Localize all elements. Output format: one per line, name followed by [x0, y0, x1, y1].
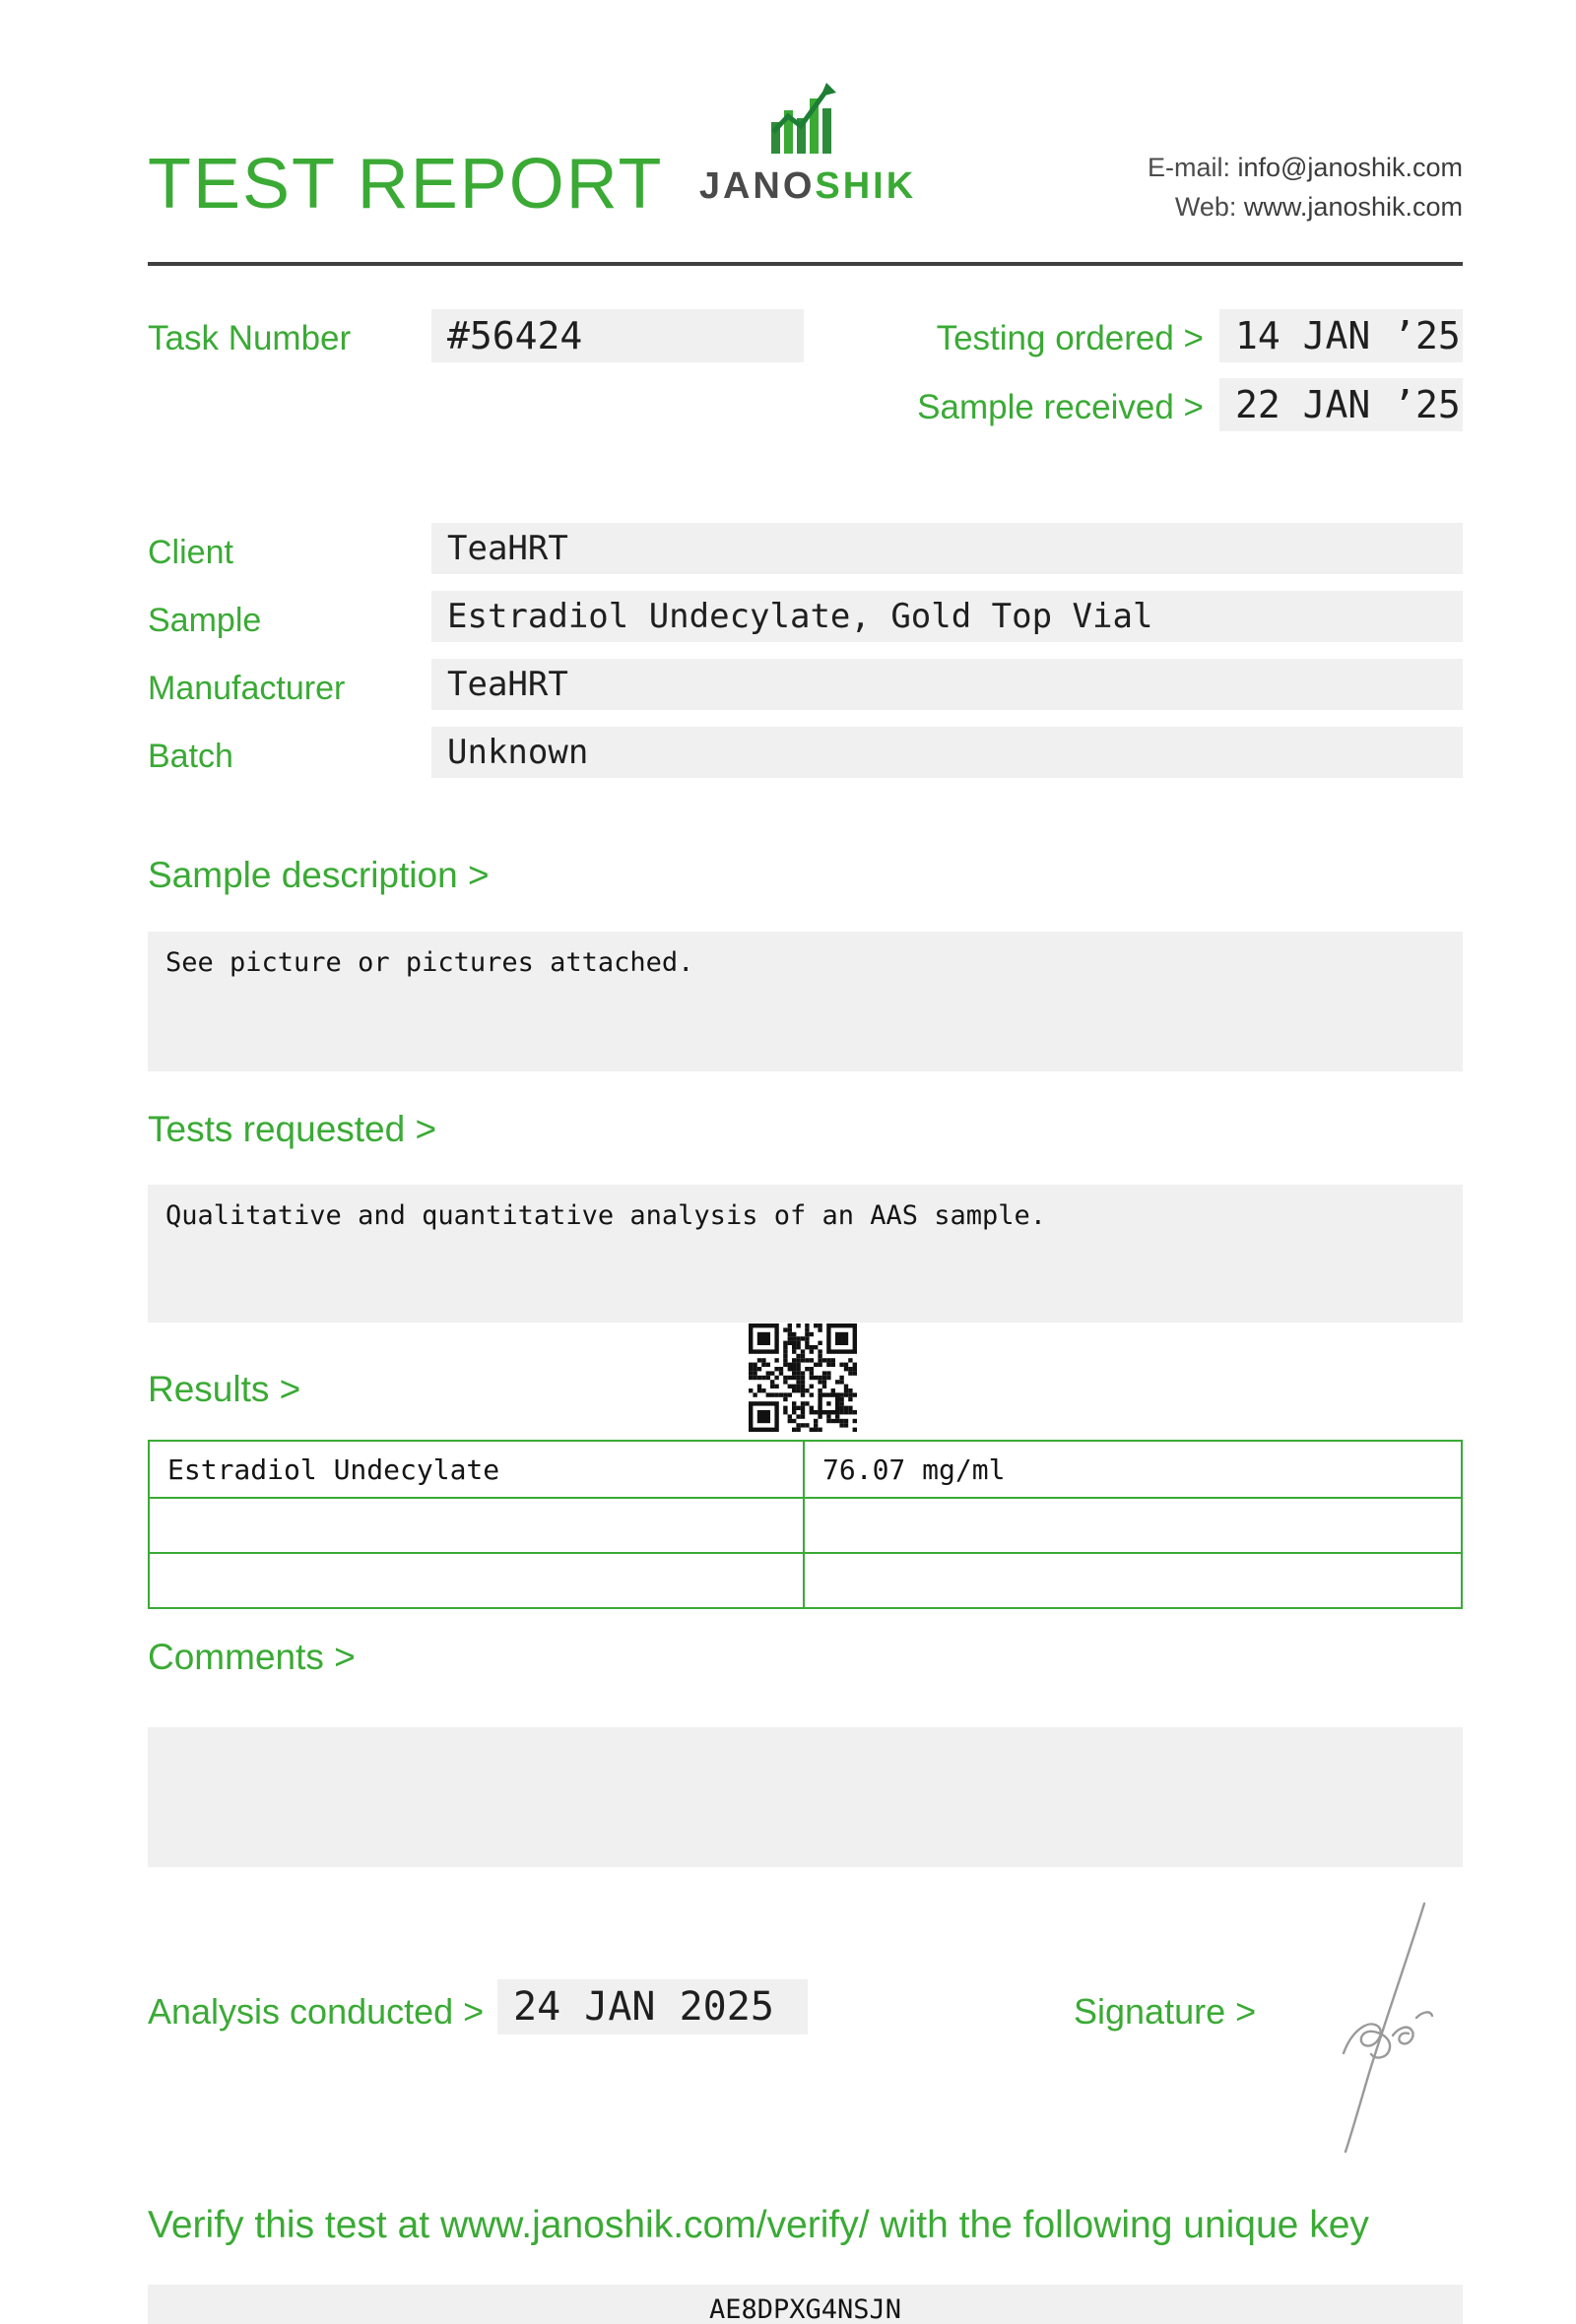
manufacturer-value: TeaHRT: [431, 659, 1463, 710]
batch-label: Batch: [148, 738, 233, 775]
bar-chart-logo-icon: [765, 77, 850, 160]
result-value-cell: [803, 1497, 1461, 1552]
web-label: Web:: [1174, 192, 1237, 222]
result-analyte-cell: [150, 1552, 803, 1607]
sample-received-label: Sample received >: [917, 388, 1204, 426]
testing-ordered-value: 14 JAN ’25: [1219, 309, 1463, 362]
sample-description-heading: Sample description >: [148, 855, 490, 895]
email-label: E-mail:: [1147, 153, 1230, 182]
qr-code: [749, 1323, 857, 1432]
email-value: info@janoshik.com: [1237, 153, 1463, 182]
janoshik-logo: [690, 77, 926, 208]
manufacturer-label: Manufacturer: [148, 670, 346, 707]
task-number-value: #56424: [431, 309, 804, 362]
results-heading: Results >: [148, 1369, 301, 1409]
comments-heading: Comments >: [148, 1637, 356, 1677]
sample-description-text: See picture or pictures attached.: [165, 947, 694, 978]
signature-label: Signature >: [1074, 1991, 1257, 2032]
sample-label: Sample: [148, 602, 262, 639]
contact-web: [1148, 187, 1463, 226]
result-value-cell: 76.07 mg/ml: [803, 1442, 1461, 1497]
unique-key-box: [148, 2285, 1463, 2324]
page-title: TEST REPORT: [148, 145, 664, 224]
client-value: TeaHRT: [431, 523, 1463, 574]
result-analyte-cell: Estradiol Undecylate: [167, 1452, 500, 1486]
results-table: [148, 1440, 1463, 1609]
result-analyte-cell: [150, 1497, 803, 1552]
contact-email: [1148, 148, 1463, 187]
result-value-cell: [803, 1552, 1461, 1607]
analysis-conducted-label: Analysis conducted >: [148, 1991, 485, 2032]
signature-image: [1300, 1896, 1448, 2162]
web-value: www.janoshik.com: [1243, 192, 1463, 222]
logo-jano: JANO: [698, 165, 816, 207]
analysis-conducted-value: 24 JAN 2025: [497, 1979, 808, 2034]
task-number-label: Task Number: [148, 319, 352, 357]
batch-value: Unknown: [431, 727, 1463, 778]
header-divider: [148, 262, 1463, 266]
sample-received-value: 22 JAN ’25: [1219, 378, 1463, 431]
client-label: Client: [148, 534, 233, 571]
sample-description-box: [148, 932, 1463, 1071]
comments-box: [148, 1727, 1463, 1867]
verify-instructions: Verify this test at www.janoshik.com/verify/ with the following unique key: [148, 2204, 1369, 2246]
tests-requested-box: [148, 1185, 1463, 1323]
logo-wordmark: [690, 165, 926, 208]
sample-value: Estradiol Undecylate, Gold Top Vial: [431, 591, 1463, 642]
unique-key-value: AE8DPXG4NSJN: [708, 2294, 902, 2324]
tests-requested-text: Qualitative and quantitative analysis of an AAS sample.: [165, 1200, 1047, 1231]
contact-block: [1148, 148, 1463, 226]
testing-ordered-label: Testing ordered >: [936, 319, 1204, 357]
tests-requested-heading: Tests requested >: [148, 1109, 437, 1149]
logo-shik: SHIK: [815, 165, 917, 207]
